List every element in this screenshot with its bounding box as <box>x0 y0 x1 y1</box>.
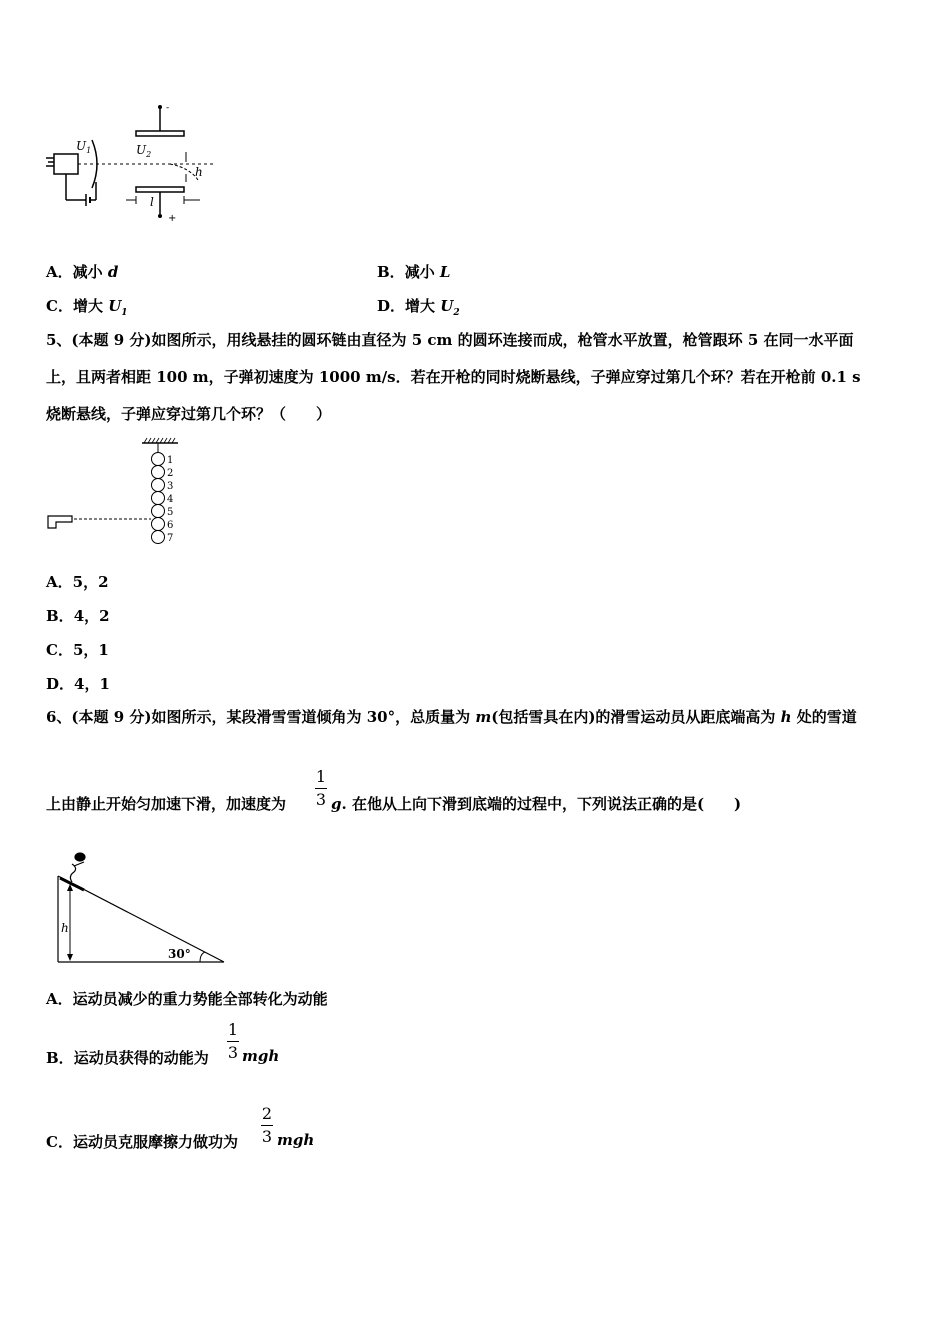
q6-stem-line2-a: 上由静止开始匀加速下滑，加速度为 <box>46 795 287 813</box>
fraction-two-thirds: 2 3 <box>261 1104 273 1146</box>
ring-2 <box>152 466 165 479</box>
ring-number: 1 <box>167 455 174 466</box>
q4-option-c[interactable]: C．增大 $U_1$ <box>46 297 128 318</box>
q5-stem-line1: 5、(本题 9 分)如图所示，用线悬挂的圆环链由直径为 5 cm 的圆环连接而成，枪管水平放置，枪管跟环 5 在同一水平面 <box>46 331 854 349</box>
u2-label: $U_2$ <box>136 143 152 159</box>
fraction-one-third-b: 1 3 <box>227 1020 239 1062</box>
q6-option-a[interactable]: A．运动员减少的重力势能全部转化为动能 <box>46 990 328 1008</box>
q6-option-b[interactable]: B．运动员获得的动能为 <box>46 1049 209 1067</box>
fraction-one-third: 1 3 <box>315 767 327 809</box>
ring-number: 5 <box>167 507 174 518</box>
q6-option-b-expr: mgh <box>242 1047 280 1065</box>
q6-option-c-expr: mgh <box>277 1131 315 1149</box>
q4-option-a[interactable]: A．减小 d <box>46 263 119 281</box>
ring-1 <box>152 453 165 466</box>
u1-label: $U_1$ <box>76 139 92 155</box>
q5-option-a[interactable]: A．5，2 <box>46 573 109 591</box>
ring-5 <box>152 505 165 518</box>
q6-stem-line2-b: g. 在他从上向下滑到底端的过程中，下列说法正确的是( ) <box>331 795 742 813</box>
angle-label: 30° <box>168 947 191 961</box>
q5-stem-line3: 烧断悬线，子弹应穿过第几个环？（ ） <box>46 405 332 423</box>
minus-label: - <box>166 103 170 113</box>
ring-3 <box>152 479 165 492</box>
q5-stem-line2: 上，且两者相距 100 m，子弹初速度为 1000 m/s．若在开枪的同时烧断悬线，子弹应穿过第几个环？若在开枪前 0.1 s <box>46 368 861 386</box>
ring-6 <box>152 518 165 531</box>
skier-icon <box>60 853 85 890</box>
ring-number: 7 <box>167 533 174 544</box>
ring-chain-figure <box>44 436 194 551</box>
q5-option-b[interactable]: B．4，2 <box>46 607 110 625</box>
h-label: h <box>195 165 203 179</box>
ring-number: 3 <box>167 481 174 492</box>
q6-option-c[interactable]: C．运动员克服摩擦力做功为 <box>46 1133 238 1151</box>
gun-icon <box>48 516 72 528</box>
ring-4 <box>152 492 165 505</box>
ring-number: 2 <box>167 468 174 479</box>
ring-7 <box>152 531 165 544</box>
plus-label: + <box>168 213 177 224</box>
deflection-plates-figure <box>40 100 230 225</box>
ski-slope-figure <box>50 848 230 968</box>
ring-number: 4 <box>167 494 174 505</box>
q6-stem-line1: 6、(本题 9 分)如图所示，某段滑雪雪道倾角为 30°，总质量为 m(包括雪具在内)的滑雪运动员从距底端高为 h 处的雪道 <box>46 708 857 726</box>
q5-option-c[interactable]: C．5，1 <box>46 641 109 659</box>
l-label: l <box>150 195 154 209</box>
ring-number: 6 <box>167 520 174 531</box>
q4-option-d[interactable]: D．增大 $U_2$ <box>377 297 460 318</box>
height-label: h <box>61 921 69 935</box>
q5-option-d[interactable]: D．4，1 <box>46 675 110 693</box>
q4-option-b[interactable]: B．减小 L <box>377 263 451 281</box>
